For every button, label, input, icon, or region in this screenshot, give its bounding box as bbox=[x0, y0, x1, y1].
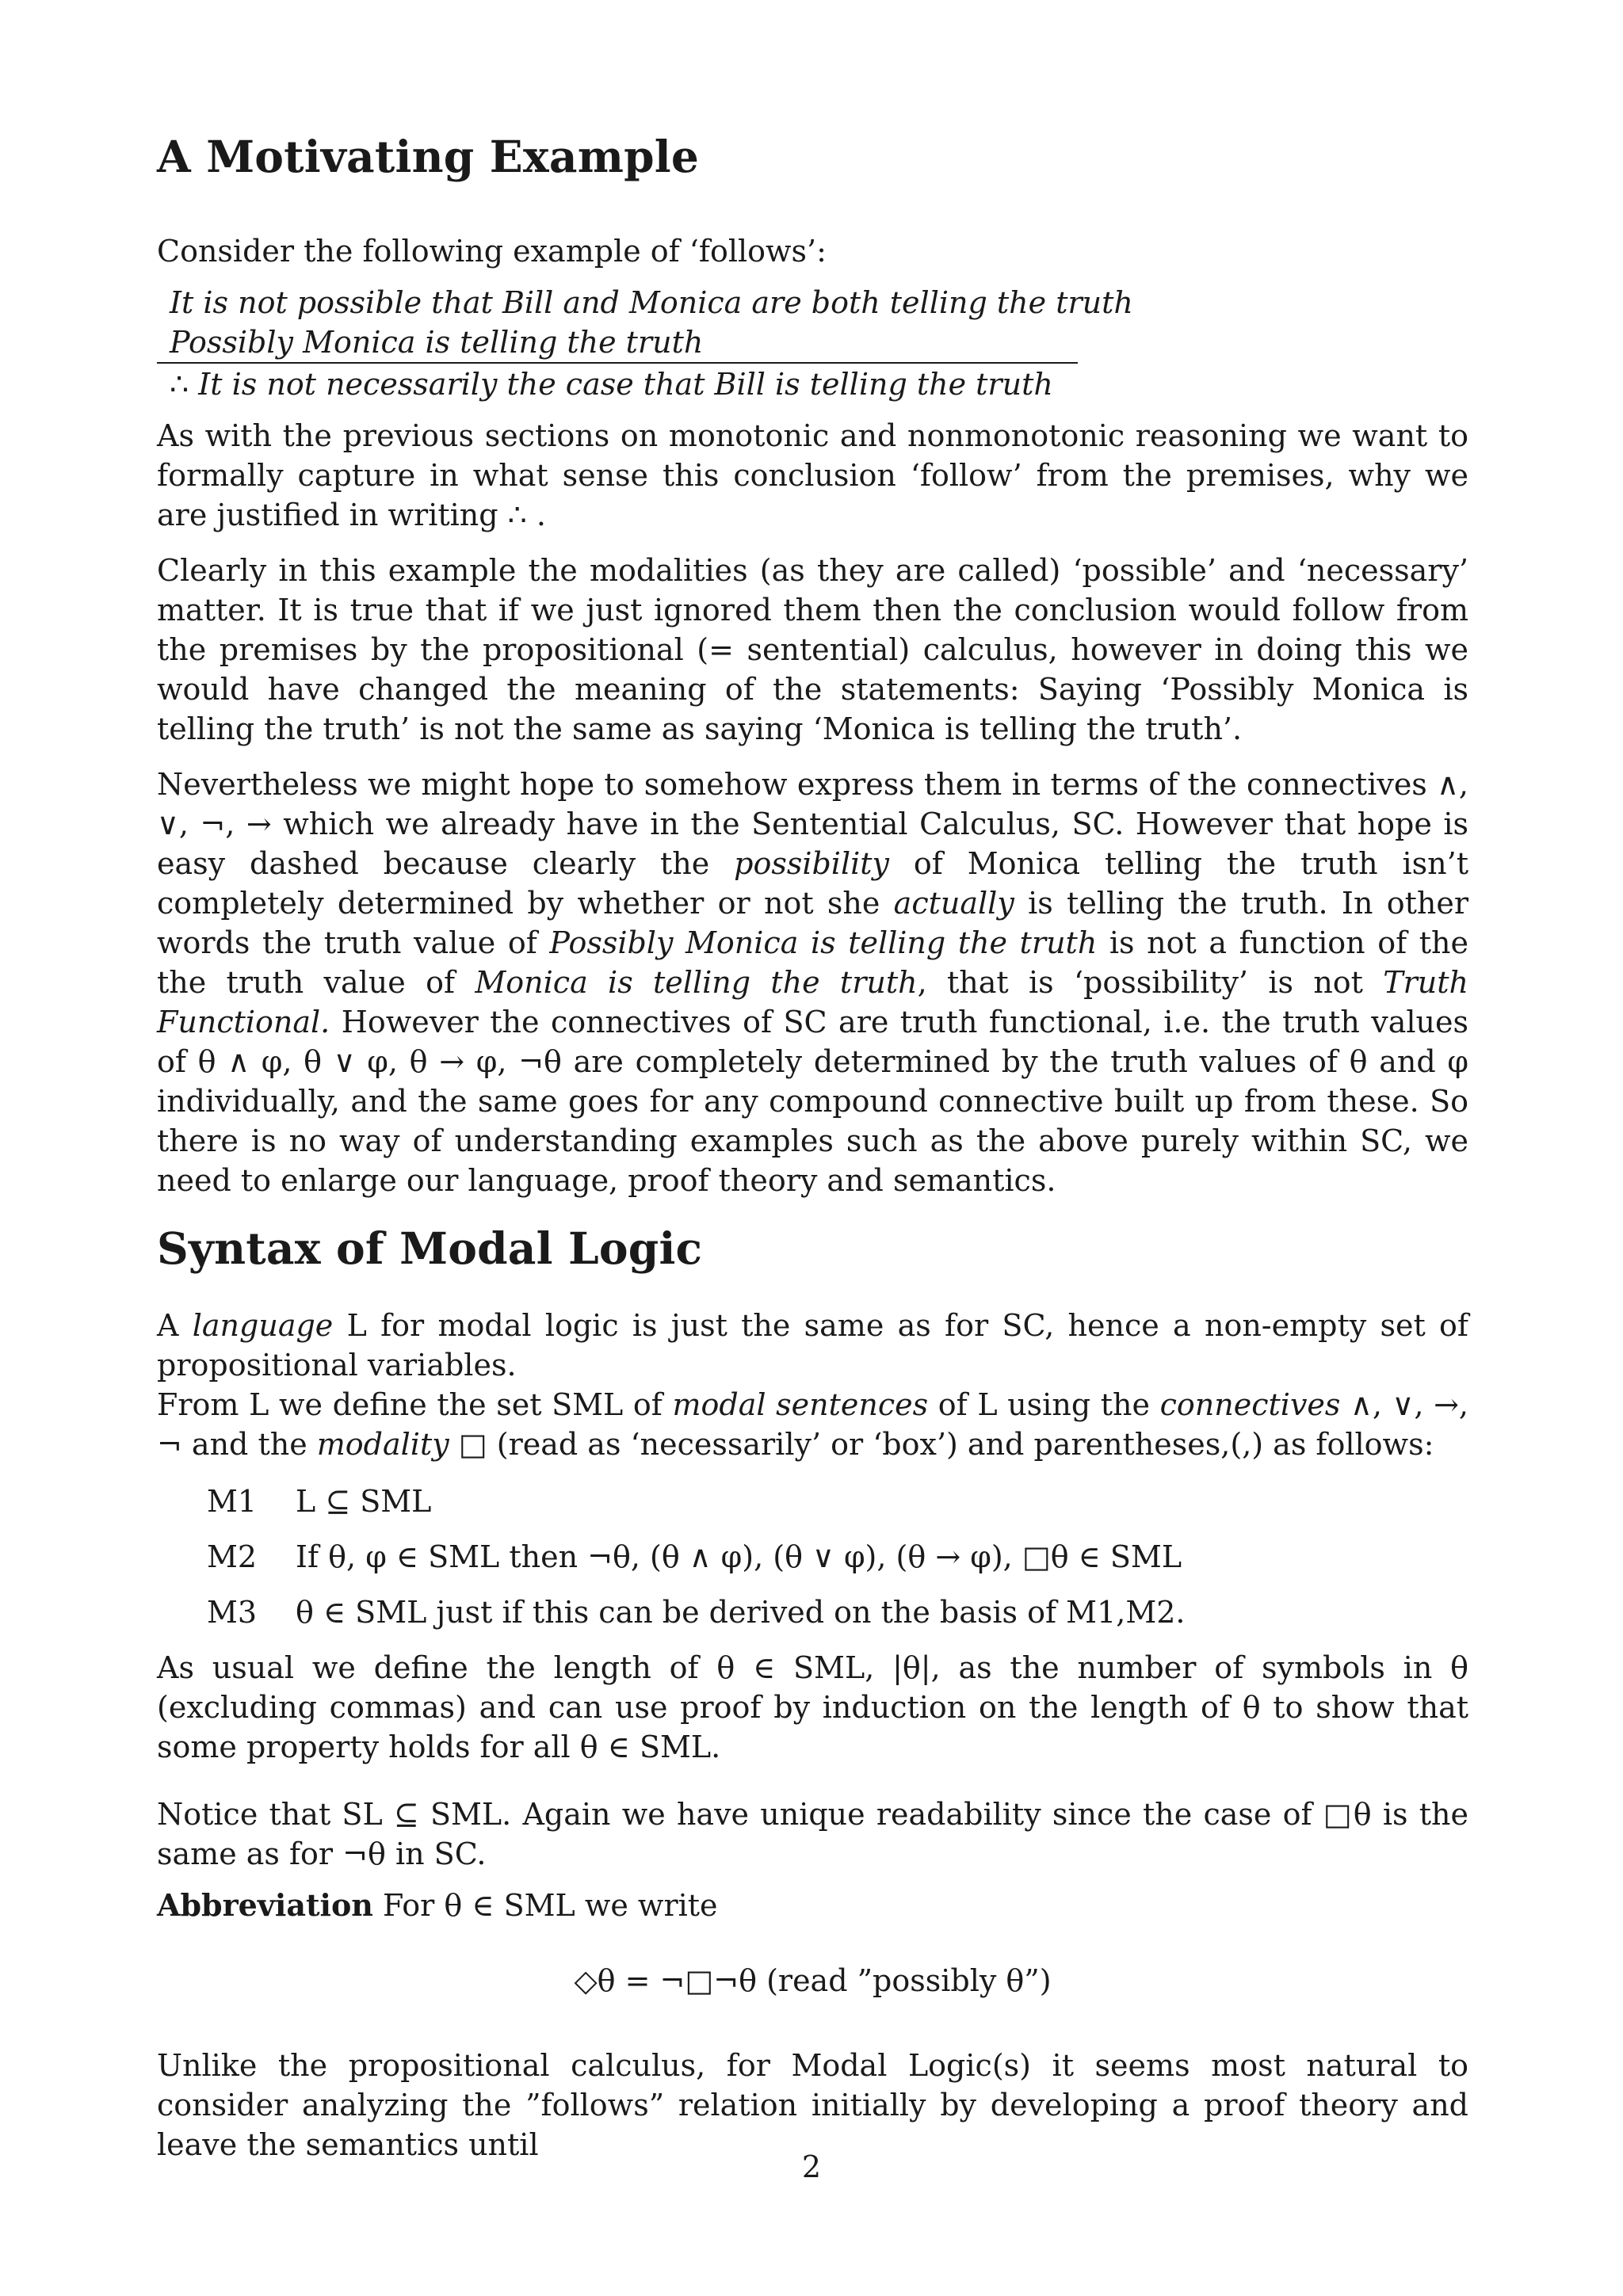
argument-rule bbox=[157, 362, 1078, 364]
emphasis-possibly-monica: Possibly Monica is telling the truth bbox=[549, 925, 1098, 960]
text-run: From L we define the set SML of bbox=[157, 1387, 673, 1422]
text-run: □ (read as ‘necessarily’ or ‘box’) and parentheses,(,) as follows: bbox=[449, 1427, 1434, 1462]
text-run: of L using the bbox=[928, 1387, 1160, 1422]
text-run: of Monica telling the truth isn’t completely determined by whether or not she bbox=[157, 846, 1468, 921]
abbreviation-line bbox=[157, 1886, 1468, 1925]
abbreviation-text: For θ ∈ SML we write bbox=[372, 1888, 718, 1923]
abbreviation-label: Abbreviation bbox=[157, 1887, 373, 1923]
section-title-motivating: A Motivating Example bbox=[157, 131, 700, 182]
paragraph-unique-readability: Notice that SL ⊆ SML. Again we have unique readability since the case of □θ is the same as for ¬θ in SC. bbox=[157, 1797, 1468, 1871]
text-run: ∧, ∨, →, ¬ and the bbox=[157, 1387, 1469, 1462]
paragraph-language bbox=[157, 1306, 1468, 1385]
rule-label-m2: M2 bbox=[207, 1539, 258, 1574]
rule-text-m3: θ ∈ SML just if this can be derived on the basis of M1,M2. bbox=[296, 1595, 1186, 1630]
rule-text-m1: L ⊆ SML bbox=[296, 1484, 432, 1519]
text-run: A bbox=[157, 1308, 193, 1343]
possibly-definition: ◇θ = ¬□¬θ (read ”possibly θ”) bbox=[574, 1963, 1052, 1998]
rule-label-m3: M3 bbox=[207, 1595, 258, 1630]
text-run: Nevertheless we might hope to somehow express them in terms of the connectives ∧, ∨, ¬, → which we already have in the Sentential Calculus, SC. However that hope is easy dashed because clearly the bbox=[157, 767, 1468, 881]
paragraph-proof-theory: Unlike the propositional calculus, for Modal Logic(s) it seems most natural to consider analyzing the ”follows” relation initially by developing a proof theory and leave the semantics until bbox=[157, 2048, 1468, 2162]
paragraph-previous-sections: As with the previous sections on monotonic and nonmonotonic reasoning we want to formally capture in what sense this conclusion ‘follow’ from the premises, why we are justified in writing ∴ . bbox=[157, 418, 1468, 532]
paragraph-sml-definition bbox=[157, 1385, 1468, 1464]
emphasis-monica-truth: Monica is telling the truth bbox=[475, 965, 918, 1000]
therefore-symbol: ∴ bbox=[170, 367, 189, 402]
emphasis-modality: modality bbox=[316, 1427, 449, 1462]
paragraph-truth-functional bbox=[157, 765, 1468, 1200]
emphasis-truth-functional: Truth Functional. bbox=[157, 965, 1468, 1039]
emphasis-modal-sentences: modal sentences bbox=[672, 1387, 929, 1422]
text-run: , that is ‘possibility’ is not bbox=[917, 965, 1384, 1000]
premise-1: It is not possible that Bill and Monica are both telling the truth bbox=[170, 285, 1133, 320]
paragraph-length: As usual we define the length of θ ∈ SML, |θ|, as the number of symbols in θ (excluding commas) and can use proof by induction on the length of θ to show that some property holds for all θ ∈ SML. bbox=[157, 1650, 1468, 1764]
emphasis-language: language bbox=[192, 1308, 334, 1343]
text-run: However the connectives of SC are truth functional, i.e. the truth values of θ ∧ φ, θ ∨ φ, θ → φ, ¬θ are completely determined by the truth values of θ and φ individually, and the same goes for any compound connective built up from these. So there is no way of understanding examples such as the above purely within SC, we need to enlarge our language, proof theory and semantics. bbox=[157, 1005, 1468, 1198]
emphasis-possibility: possibility bbox=[734, 846, 890, 881]
premise-2: Possibly Monica is telling the truth bbox=[170, 325, 704, 360]
conclusion-text: It is not necessarily the case that Bill is telling the truth bbox=[198, 367, 1053, 402]
conclusion-line bbox=[170, 364, 1053, 404]
rule-label-m1: M1 bbox=[207, 1484, 258, 1519]
text-run: L for modal logic is just the same as for SC, hence a non-empty set of propositional variables. bbox=[157, 1308, 1468, 1383]
text-run: is not a function of the the truth value of bbox=[157, 925, 1469, 1000]
intro-text: Consider the following example of ‘follows’: bbox=[157, 234, 827, 269]
section-title-syntax: Syntax of Modal Logic bbox=[157, 1222, 703, 1274]
paragraph-modalities: Clearly in this example the modalities (as they are called) ‘possible’ and ‘necessary’ matter. It is true that if we just ignored them then the conclusion would follow from the premises by the propositional (= sentential) calculus, however in doing this we would have changed the meaning of the statements: Saying ‘Possibly Monica is telling the truth’ is not the same as saying ‘Monica is telling the truth’. bbox=[157, 553, 1468, 746]
emphasis-connectives: connectives bbox=[1159, 1387, 1341, 1422]
rule-text-m2: If θ, φ ∈ SML then ¬θ, (θ ∧ φ), (θ ∨ φ), (θ → φ), □θ ∈ SML bbox=[296, 1539, 1182, 1574]
emphasis-actually: actually bbox=[893, 886, 1014, 921]
page-number: 2 bbox=[801, 2149, 822, 2184]
text-run: is telling the truth. In other words the truth value of bbox=[157, 886, 1468, 960]
